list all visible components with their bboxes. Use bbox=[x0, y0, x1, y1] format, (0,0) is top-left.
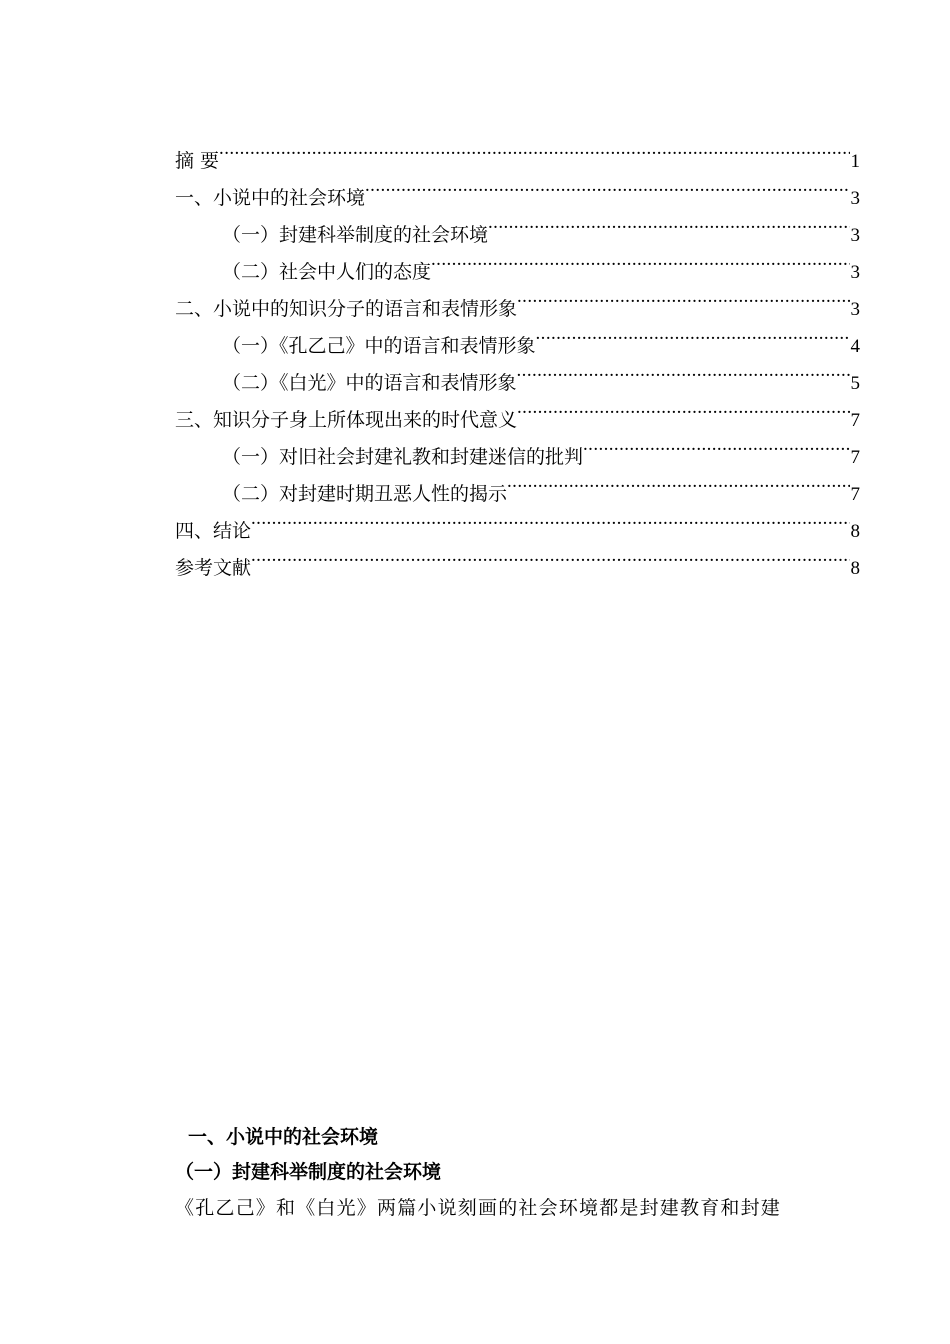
toc-page-number: 7 bbox=[850, 410, 860, 431]
toc-page-number: 8 bbox=[850, 521, 860, 542]
toc-entry-label: 四、结论 bbox=[175, 520, 252, 542]
subsection-heading: （一）封建科举制度的社会环境 bbox=[175, 1161, 442, 1183]
table-of-contents bbox=[175, 130, 860, 579]
toc-page-number: 3 bbox=[850, 262, 860, 283]
toc-page-number: 3 bbox=[850, 188, 860, 209]
toc-page-number: 3 bbox=[850, 225, 860, 246]
toc-dot-leader bbox=[488, 204, 849, 241]
toc-entry-label: 一、小说中的社会环境 bbox=[175, 187, 366, 209]
toc-entry[interactable] bbox=[175, 500, 860, 542]
toc-dot-leader bbox=[507, 463, 849, 500]
toc-entry[interactable] bbox=[175, 167, 860, 209]
toc-page-number: 3 bbox=[850, 299, 860, 320]
toc-entry-label: （二）对封建时期丑恶人性的揭示 bbox=[222, 483, 508, 505]
toc-entry-label: （二）《白光》中的语言和表情形象 bbox=[222, 372, 517, 394]
section-heading: 一、小说中的社会环境 bbox=[188, 1126, 379, 1148]
toc-page-number: 5 bbox=[850, 373, 860, 394]
toc-entry-label: （二）社会中人们的态度 bbox=[222, 261, 432, 283]
toc-entry-label: 二、小说中的知识分子的语言和表情形象 bbox=[175, 298, 518, 320]
toc-dot-leader bbox=[583, 426, 849, 463]
body-paragraph: 《孔乙己》和《白光》两篇小说刻画的社会环境都是封建教育和封建 bbox=[175, 1197, 782, 1219]
toc-dot-leader bbox=[251, 500, 849, 537]
toc-dot-leader bbox=[251, 537, 849, 574]
toc-dot-leader bbox=[365, 167, 849, 204]
toc-entry-label: （一）封建科举制度的社会环境 bbox=[222, 224, 489, 246]
toc-page-number: 1 bbox=[850, 151, 860, 172]
toc-dot-leader bbox=[517, 389, 849, 426]
toc-page-number: 7 bbox=[850, 447, 860, 468]
toc-page-number: 8 bbox=[850, 558, 860, 579]
toc-entry-label: 摘 要 bbox=[175, 150, 220, 172]
toc-dot-leader bbox=[431, 241, 849, 278]
toc-dot-leader bbox=[517, 352, 850, 389]
toc-entry[interactable] bbox=[175, 537, 860, 579]
toc-entry-label: 参考文献 bbox=[175, 557, 252, 579]
toc-entry-label: （一）《孔乙己》中的语言和表情形象 bbox=[222, 335, 536, 357]
toc-dot-leader bbox=[517, 278, 849, 315]
toc-entry-label: 三、知识分子身上所体现出来的时代意义 bbox=[175, 409, 518, 431]
toc-dot-leader bbox=[219, 130, 849, 167]
toc-entry[interactable] bbox=[175, 130, 860, 172]
toc-entry-label: （一）对旧社会封建礼教和封建迷信的批判 bbox=[222, 446, 584, 468]
toc-page-number: 4 bbox=[850, 336, 860, 357]
toc-dot-leader bbox=[536, 315, 850, 352]
toc-page-number: 7 bbox=[850, 484, 860, 505]
